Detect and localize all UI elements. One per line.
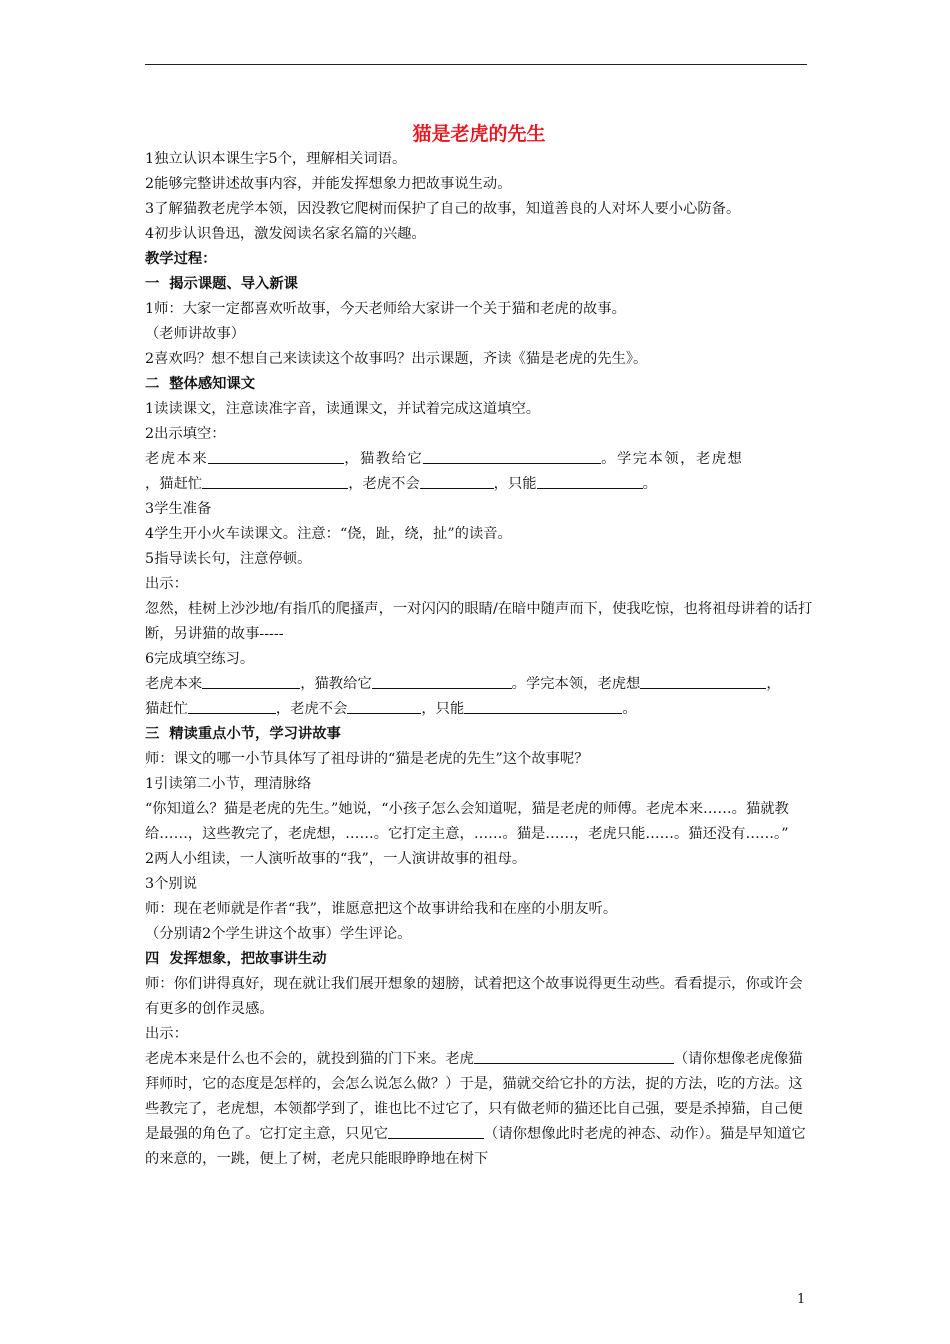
fill-blank-exercise-2 xyxy=(145,672,813,697)
section3-line: 师：现在老师就是作者“我”，谁愿意把这个故事讲给我和在座的小朋友听。 xyxy=(145,901,618,917)
section2-line: 6完成填空练习。 xyxy=(145,651,255,667)
blank-line xyxy=(420,472,494,489)
fill-text: ，猫教给它 xyxy=(300,676,372,692)
prompt-text: 老虎本来是什么也不会的，就投到猫的门下来。老虎 xyxy=(145,1051,474,1067)
long-sentence-example: 忽然，桂树上沙沙地/有指爪的爬搔声，一对闪闪的眼睛/在暗中随声而下，使我吃惊，也将祖母讲着的话打断，另讲猫的故事----- xyxy=(145,601,813,642)
section-heading-1: 一 揭示课题、导入新课 xyxy=(145,276,298,292)
section2-line: 5指导读长句，注意停顿。 xyxy=(145,551,312,567)
section-heading-3: 三 精读重点小节，学习讲故事 xyxy=(145,726,341,742)
section4-line: 师：你们讲得真好，现在就让我们展开想象的翅膀，试着把这个故事说得更生动些。看看提示，你或许会有更多的创作灵感。 xyxy=(145,976,803,1017)
page-number: 1 xyxy=(797,1292,806,1307)
header-rule xyxy=(145,64,807,65)
section3-line: 2两人小组读，一人演听故事的“我”，一人演讲故事的祖母。 xyxy=(145,851,527,867)
blank-line xyxy=(202,672,300,689)
blank-line xyxy=(188,697,276,714)
fill-text: ， xyxy=(766,676,781,692)
blank-line xyxy=(208,447,344,464)
imagination-prompt xyxy=(145,1047,813,1172)
show-label: 出示： xyxy=(145,576,188,592)
section-heading-4: 四 发挥想象，把故事讲生动 xyxy=(145,951,327,967)
section2-line: 1读读课文，注意读准字音，读通课文，并试着完成这道填空。 xyxy=(145,401,541,417)
section1-line: 1师：大家一定都喜欢听故事，今天老师给大家讲一个关于猫和老虎的故事。 xyxy=(145,301,626,317)
process-heading: 教学过程： xyxy=(145,251,217,267)
objective-3: 3了解猫教老虎学本领，因没教它爬树而保护了自己的故事，知道善良的人对坏人要小心防备。 xyxy=(145,201,741,217)
prompt-text: （请你想像老虎像猫拜师时，它的态度是怎样的，会怎么说怎么做？）于是，猫就交给它扑的方法，捉的方法，吃的方法。这些教完了，老虎想，本领都学到了，谁也比不过它了，只有做老师的猫还比自己强，要是杀掉猫，自己便是最强的角色了。它打定主意，只见它 xyxy=(145,1051,803,1142)
objective-4: 4初步认识鲁迅，激发阅读名家名篇的兴趣。 xyxy=(145,226,426,242)
blank-line xyxy=(372,672,512,689)
fill-text: ，老虎不会 xyxy=(348,476,420,492)
section1-line: （老师讲故事） xyxy=(145,326,246,342)
fill-text: 。 xyxy=(622,701,637,717)
section1-line: 2喜欢吗？想不想自己来读读这个故事吗？出示课题，齐读《猫是老虎的先生》。 xyxy=(145,351,648,367)
document-title: 猫是老虎的先生 xyxy=(412,123,546,145)
blank-line xyxy=(388,1122,484,1139)
blank-line xyxy=(464,697,622,714)
fill-text: ，老虎不会 xyxy=(275,701,348,717)
blank-line xyxy=(423,447,601,464)
section3-line: 师：课文的哪一小节具体写了祖母讲的“猫是老虎的先生”这个故事呢？ xyxy=(145,751,589,767)
fill-blank-exercise-2-cont xyxy=(145,697,813,722)
objective-2: 2能够完整讲述故事内容，并能发挥想象力把故事说生动。 xyxy=(145,176,512,192)
blank-line xyxy=(202,472,348,489)
fill-blank-exercise-1 xyxy=(145,447,813,472)
blank-line xyxy=(474,1047,674,1064)
section2-line: 3学生准备 xyxy=(145,501,212,517)
fill-blank-exercise-1-cont xyxy=(145,472,813,497)
fill-text: ，只能 xyxy=(421,701,465,717)
fill-text: 老虎本来 xyxy=(145,676,203,692)
section3-line: 3个别说 xyxy=(145,876,197,892)
section2-line: 4学生开小火车读课文。注意：“侥，趾，绕，扯”的读音。 xyxy=(145,526,512,542)
blank-line xyxy=(640,672,766,689)
objective-1: 1独立认识本课生字5个，理解相关词语。 xyxy=(145,151,407,167)
fill-text: 。 xyxy=(642,476,657,492)
document-body xyxy=(145,120,813,1172)
story-quote: “你知道么？猫是老虎的先生。”她说，“小孩子怎么会知道呢，猫是老虎的师傅。老虎本来……。猫就教给……，这些教完了，老虎想，……。它打定主意，……。猫是……，老虎只能……。猫还没有……。” xyxy=(145,801,789,842)
section2-line: 2出示填空： xyxy=(145,426,226,442)
section-heading-2: 二 整体感知课文 xyxy=(145,376,256,392)
fill-text: ，猫赶忙 xyxy=(145,476,203,492)
blank-line xyxy=(347,697,421,714)
prompt-text: （请你想像此时老虎的神态、动作）。猫是早知道它的来意的，一跳，便上了树，老虎只能眼睁睁地在树下 xyxy=(145,1126,806,1167)
fill-text: ，猫教给它 xyxy=(344,451,424,467)
show-label: 出示： xyxy=(145,1026,188,1042)
section3-line: （分别请2个学生讲这个故事）学生评论。 xyxy=(145,926,412,942)
blank-line xyxy=(537,472,643,489)
fill-text: 。学完本领，老虎想 xyxy=(601,451,744,467)
fill-text: 。学完本领，老虎想 xyxy=(511,676,641,692)
fill-text: 猫赶忙 xyxy=(145,701,188,717)
section3-line: 1引读第二小节，理清脉络 xyxy=(145,776,312,792)
fill-text: 老虎本来 xyxy=(145,451,209,467)
fill-text: ，只能 xyxy=(493,476,537,492)
